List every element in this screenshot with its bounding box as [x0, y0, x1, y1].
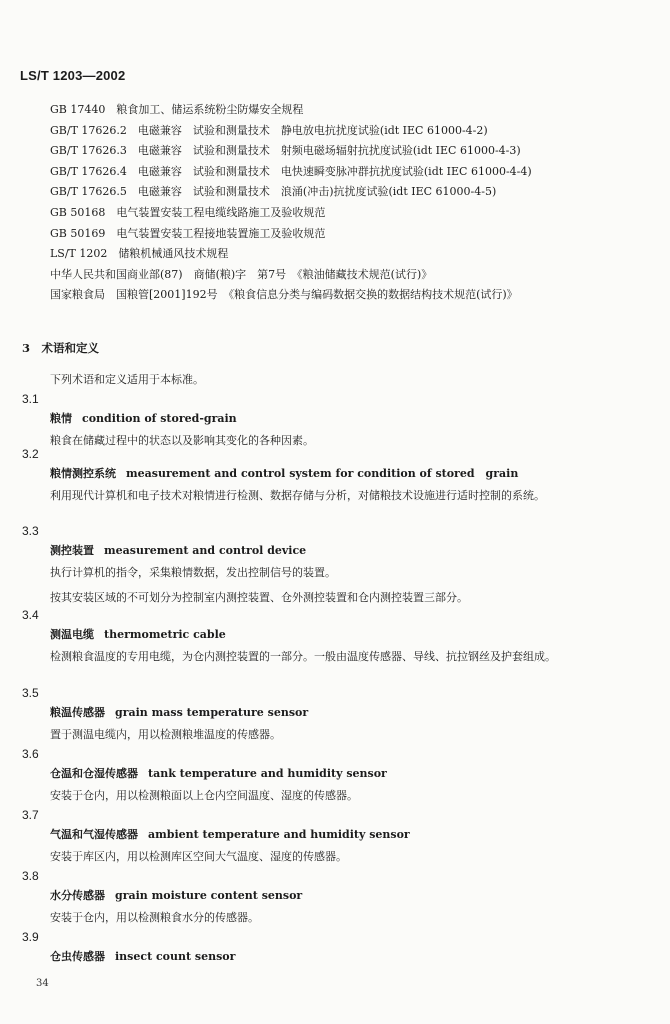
- term-en: grain mass temperature sensor: [115, 706, 309, 719]
- term-number: 3.3: [22, 524, 39, 538]
- term-en: ambient temperature and humidity sensor: [148, 828, 410, 841]
- term-definition: 安装于仓内，用以检测粮食水分的传感器。: [50, 911, 259, 924]
- term-number: 3.1: [22, 392, 39, 406]
- term-entry: [22, 869, 652, 928]
- term-definition: 安装于库区内，用以检测库区空间大气温度、湿度的传感器。: [50, 850, 347, 863]
- term-title: [50, 465, 652, 481]
- term-en: condition of stored-grain: [82, 412, 237, 425]
- term-entry: [22, 930, 652, 964]
- reference-item: GB/T 17626.3 电磁兼容 试验和测量技术 射频电磁场辐射抗扰度试验(idt IEC 61000-4-3): [50, 144, 521, 158]
- term-number: 3.4: [22, 608, 39, 622]
- term-definition: 置于测温电缆内，用以检测粮堆温度的传感器。: [50, 728, 281, 741]
- term-en: tank temperature and humidity sensor: [148, 767, 387, 780]
- term-en: thermometric cable: [104, 628, 226, 641]
- term-entry: [22, 608, 652, 667]
- term-definition: 按其安装区域的不可划分为控制室内测控装置、仓外测控装置和仓内测控装置三部分。: [50, 591, 468, 604]
- term-en: measurement and control device: [104, 544, 307, 557]
- term-definition: 安装于仓内，用以检测粮面以上仓内空间温度、湿度的传感器。: [50, 789, 358, 802]
- term-title: [50, 948, 652, 964]
- reference-item: GB/T 17626.2 电磁兼容 试验和测量技术 静电放电抗扰度试验(idt IEC 61000-4-2): [50, 123, 488, 137]
- term-zh: 水分传感器: [50, 889, 105, 902]
- term-zh: 测控装置: [50, 544, 94, 557]
- term-number: 3.8: [22, 869, 39, 883]
- term-en: measurement and control system for condition of stored grain: [126, 467, 519, 480]
- term-zh: 仓温和仓湿传感器: [50, 767, 138, 780]
- normative-references: [50, 100, 648, 306]
- term-entry: [22, 747, 652, 806]
- term-title: [50, 887, 652, 903]
- term-definition: 粮食在储藏过程中的状态以及影响其变化的各种因素。: [50, 434, 314, 447]
- term-title: [50, 765, 652, 781]
- term-number: 3.7: [22, 808, 39, 822]
- reference-item: GB/T 17626.5 电磁兼容 试验和测量技术 浪涌(冲击)抗扰度试验(idt IEC 61000-4-5): [50, 185, 497, 199]
- reference-item: GB 50169 电气装置安装工程接地装置施工及验收规范: [50, 226, 326, 240]
- page-number: 34: [36, 978, 49, 989]
- term-entry: [22, 447, 652, 506]
- term-entry: [22, 524, 652, 608]
- term-definition: 检测粮食温度的专用电缆，为仓内测控装置的一部分。一般由温度传感器、导线、抗拉钢丝及护套组成。: [50, 650, 556, 663]
- term-zh: 粮情测控系统: [50, 467, 116, 480]
- term-title: [50, 410, 652, 426]
- term-title: [50, 626, 652, 642]
- term-title: [50, 542, 652, 558]
- section-intro: 下列术语和定义适用于本标准。: [50, 373, 204, 386]
- section-title: 3 术语和定义: [22, 341, 100, 355]
- reference-item: LS/T 1202 储粮机械通风技术规程: [50, 247, 229, 261]
- term-zh: 粮情: [50, 412, 72, 425]
- term-zh: 粮温传感器: [50, 706, 105, 719]
- term-zh: 气温和气湿传感器: [50, 828, 138, 841]
- term-entry: [22, 686, 652, 745]
- term-entry: [22, 808, 652, 867]
- term-definition: 执行计算机的指令，采集粮情数据，发出控制信号的装置。: [50, 566, 336, 579]
- term-entry: [22, 392, 652, 451]
- term-number: 3.6: [22, 747, 39, 761]
- reference-item: GB 50168 电气装置安装工程电缆线路施工及验收规范: [50, 205, 326, 219]
- standard-code-header: LS/T 1203—2002: [20, 68, 126, 83]
- term-number: 3.9: [22, 930, 39, 944]
- term-en: grain moisture content sensor: [115, 889, 303, 902]
- term-definition: 利用现代计算机和电子技术对粮情进行检测、数据存储与分析，对储粮技术设施进行适时控制的系统。: [50, 489, 545, 502]
- term-title: [50, 826, 652, 842]
- term-en: insect count sensor: [115, 950, 236, 963]
- term-zh: 仓虫传感器: [50, 950, 105, 963]
- reference-item: GB/T 17626.4 电磁兼容 试验和测量技术 电快速瞬变脉冲群抗扰度试验(idt IEC 61000-4-4): [50, 164, 532, 178]
- term-number: 3.5: [22, 686, 39, 700]
- term-zh: 测温电缆: [50, 628, 94, 641]
- reference-item: 国家粮食局 国粮管[2001]192号 《粮食信息分类与编码数据交换的数据结构技术规范(试行)》: [50, 288, 518, 302]
- reference-item: GB 17440 粮食加工、储运系统粉尘防爆安全规程: [50, 103, 304, 116]
- reference-item: 中华人民共和国商业部(87) 商储(粮)字 第7号 《粮油储藏技术规范(试行)》: [50, 267, 433, 281]
- term-number: 3.2: [22, 447, 39, 461]
- term-title: [50, 704, 652, 720]
